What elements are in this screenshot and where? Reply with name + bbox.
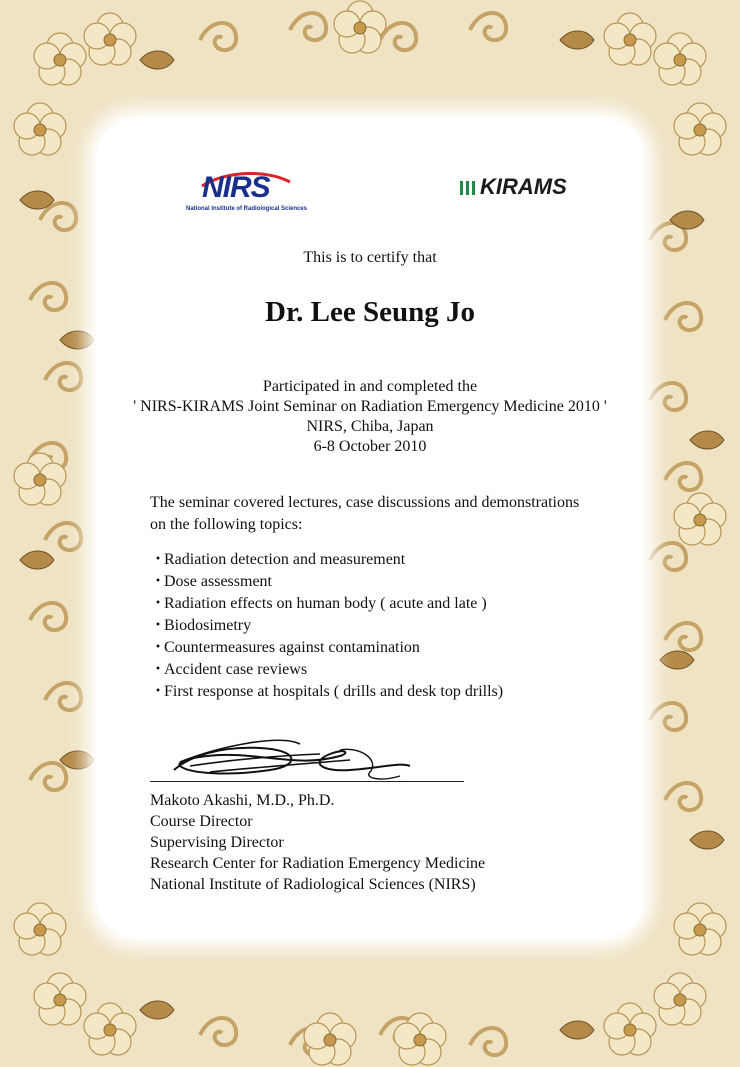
topic-label: Dose assessment — [164, 573, 272, 590]
signer-block — [150, 790, 485, 895]
participation-block — [100, 377, 640, 457]
bullet-icon: ・ — [150, 617, 167, 634]
topic-label: Accident case reviews — [164, 661, 308, 678]
kirams-wordmark — [460, 172, 567, 202]
topic-label: First response at hospitals ( drills and desk top drills) — [164, 683, 504, 700]
signer-title: Course Director — [150, 813, 253, 830]
certify-intro: This is to certify that — [303, 249, 437, 266]
signer-organization: Research Center for Radiation Emergency Medicine — [150, 855, 486, 872]
list-item — [150, 659, 503, 681]
bullet-icon: ・ — [150, 661, 167, 678]
kirams-bars-icon — [460, 181, 478, 195]
bullet-icon: ・ — [150, 573, 167, 590]
list-item — [150, 615, 503, 637]
seminar-dates: 6-8 October 2010 — [313, 438, 427, 455]
list-item — [150, 593, 503, 615]
nirs-logo — [182, 170, 308, 218]
covered-intro — [150, 492, 650, 536]
topic-label: Radiation effects on human body ( acute and late ) — [164, 595, 487, 612]
seminar-location: NIRS, Chiba, Japan — [306, 418, 434, 435]
covered-line: on the following topics: — [150, 516, 303, 533]
kirams-logo — [460, 172, 590, 202]
recipient-name: Dr. Lee Seung Jo — [265, 296, 475, 328]
nirs-wordmark: NIRS — [202, 171, 270, 204]
topic-label: Countermeasures against contamination — [164, 639, 420, 656]
bullet-icon: ・ — [150, 595, 167, 612]
signature-icon — [150, 726, 470, 788]
list-item — [150, 571, 503, 593]
kirams-wordmark-text: KIRAMS — [480, 174, 567, 199]
list-item — [150, 637, 503, 659]
list-item — [150, 681, 503, 703]
bullet-icon: ・ — [150, 551, 167, 568]
list-item — [150, 549, 503, 571]
topic-label: Biodosimetry — [164, 617, 252, 634]
seminar-title: ' NIRS-KIRAMS Joint Seminar on Radiation Emergency Medicine 2010 ' — [133, 398, 607, 415]
signer-name: Makoto Akashi, M.D., Ph.D. — [150, 792, 335, 809]
bullet-icon: ・ — [150, 683, 167, 700]
signer-title: Supervising Director — [150, 834, 284, 851]
bullet-icon: ・ — [150, 639, 167, 656]
signer-organization: National Institute of Radiological Sciences (NIRS) — [150, 876, 476, 893]
nirs-subtitle: National Institute of Radiological Sciences — [186, 206, 308, 212]
signature-line — [150, 781, 464, 782]
topics-list — [150, 549, 503, 703]
participation-line: Participated in and completed the — [262, 378, 478, 395]
topic-label: Radiation detection and measurement — [164, 551, 406, 568]
covered-line: The seminar covered lectures, case discussions and demonstrations — [150, 494, 580, 511]
